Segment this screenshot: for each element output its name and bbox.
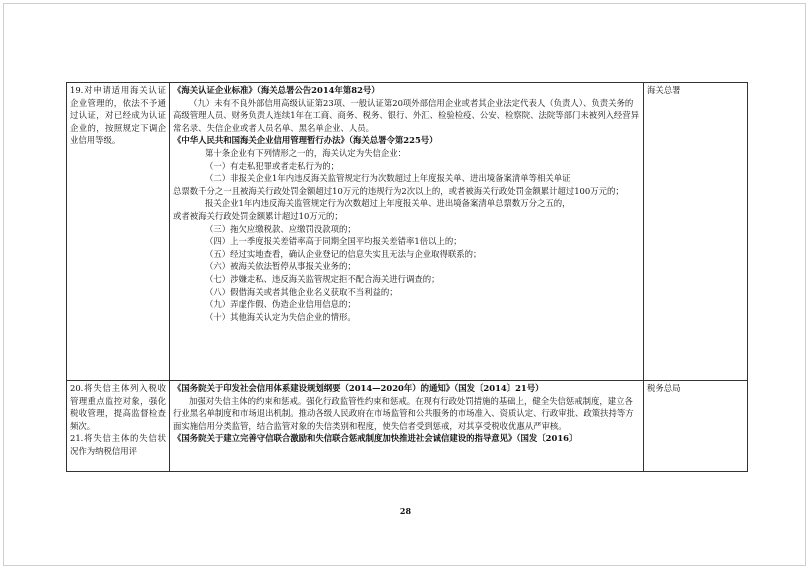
regulation-clause: （四）上一季度报关差错率高于同期全国平均报关差错率1倍以上的； [205, 236, 462, 247]
regulation-clause: 或者被海关行政处罚金额累计超过10万元的； [173, 210, 343, 221]
regulation-clause: （八）假借海关或者其他企业名义获取不当利益的； [205, 286, 398, 297]
regulation-clause: （二）非报关企业1年内违反海关监管规定行为次数超过上年度报关单、进出境备案清单等相关单证 [205, 173, 571, 184]
regulation-clause: （九）未有不良外部信用高级认证第23项、一般认证第20项外部信用企业或者其企业法定代表人（负责人）、负责关务的高级管理人员、财务负责人连续1年在工商、商务、税务、银行、外汇、检验检疫、公安、检察院、法院等部门未被列入经营异常名录、失信企业或者人员名单、黑名单企业、人员。 [173, 97, 639, 133]
regulation-title: 《海关认证企业标准》（海关总署公告2014年第82号） [173, 85, 380, 95]
table-row [67, 381, 748, 472]
measures-table [66, 82, 748, 472]
regulation-title: 《国务院关于建立完善守信联合激励和失信联合惩戒制度加快推进社会诚信建设的指导意见》（国发〔2016〕 [173, 433, 578, 444]
regulation-clause: （十）其他海关认定为失信企业的情形。 [205, 311, 356, 322]
agency-cell: 海关总署 [644, 83, 748, 381]
regulation-clause: （五）经过实地查看，确认企业登记的信息失实且无法与企业取得联系的； [205, 248, 482, 259]
regulation-clause: （一）有走私犯罪或者走私行为的； [205, 160, 339, 171]
measure-cell [67, 83, 170, 381]
regulation-title: 《中华人民共和国海关企业信用管理暂行办法》（海关总署令第225号） [173, 135, 438, 146]
regulation-clause: 总票数千分之一且被海关行政处罚金额超过10万元的违规行为2次以上的，或者被海关行政处罚金额累计超过100万元的； [173, 185, 624, 196]
measure-cell [67, 381, 170, 472]
table-row [67, 83, 748, 381]
page-number: 28 [399, 506, 412, 516]
regulation-clause: （九）弄虚作假、伪造企业信用信息的； [205, 299, 356, 310]
regulation-clause: 报关企业1年内违反海关监管规定行为次数超过上年度报关单、进出境备案清单总票数万分之五的， [205, 198, 571, 209]
measure-item-19: 19.对申请适用海关认证企业管理的，依法不予通过认证，对已经成为认证企业的，按照规定下调企业信用等级。 [70, 85, 166, 146]
regulation-clause: （七）涉嫌走私、违反海关监管规定拒不配合海关进行调查的； [205, 273, 440, 284]
regulation-title: 《国务院关于印发社会信用体系建设规划纲要（2014—2020年）的通知》（国发〔2014〕21号） [173, 383, 544, 393]
measure-item-21: 21.将失信主体的失信状况作为纳税信用评 [70, 433, 166, 456]
basis-cell [170, 83, 644, 381]
measure-item-20: 20.将失信主体列入税收管理重点监控对象，强化税收管理，提高监督检查频次。 [70, 383, 166, 431]
regulation-clause: 第十条企业有下列情形之一的，海关认定为失信企业： [205, 147, 406, 158]
basis-cell [170, 381, 644, 472]
regulation-clause: 加强对失信主体的约束和惩戒。强化行政监管性约束和惩戒。在现有行政处罚措施的基础上，健全失信惩戒制度，建立各行业黑名单制度和市场退出机制。推动各级人民政府在市场监管和公共服务的市场准入、资质认定、行政审批、政策扶持等方面实施信用分类监管，结合监管对象的失信类别和程度，使失信者受到惩戒，对其享受税收优惠从严审核。 [173, 395, 634, 431]
regulation-clause: （三）拖欠应缴税款、应缴罚没款项的； [205, 223, 356, 234]
agency-cell: 税务总局 [644, 381, 748, 472]
regulation-clause: （六）被海关依法暂停从事报关业务的； [205, 261, 356, 272]
